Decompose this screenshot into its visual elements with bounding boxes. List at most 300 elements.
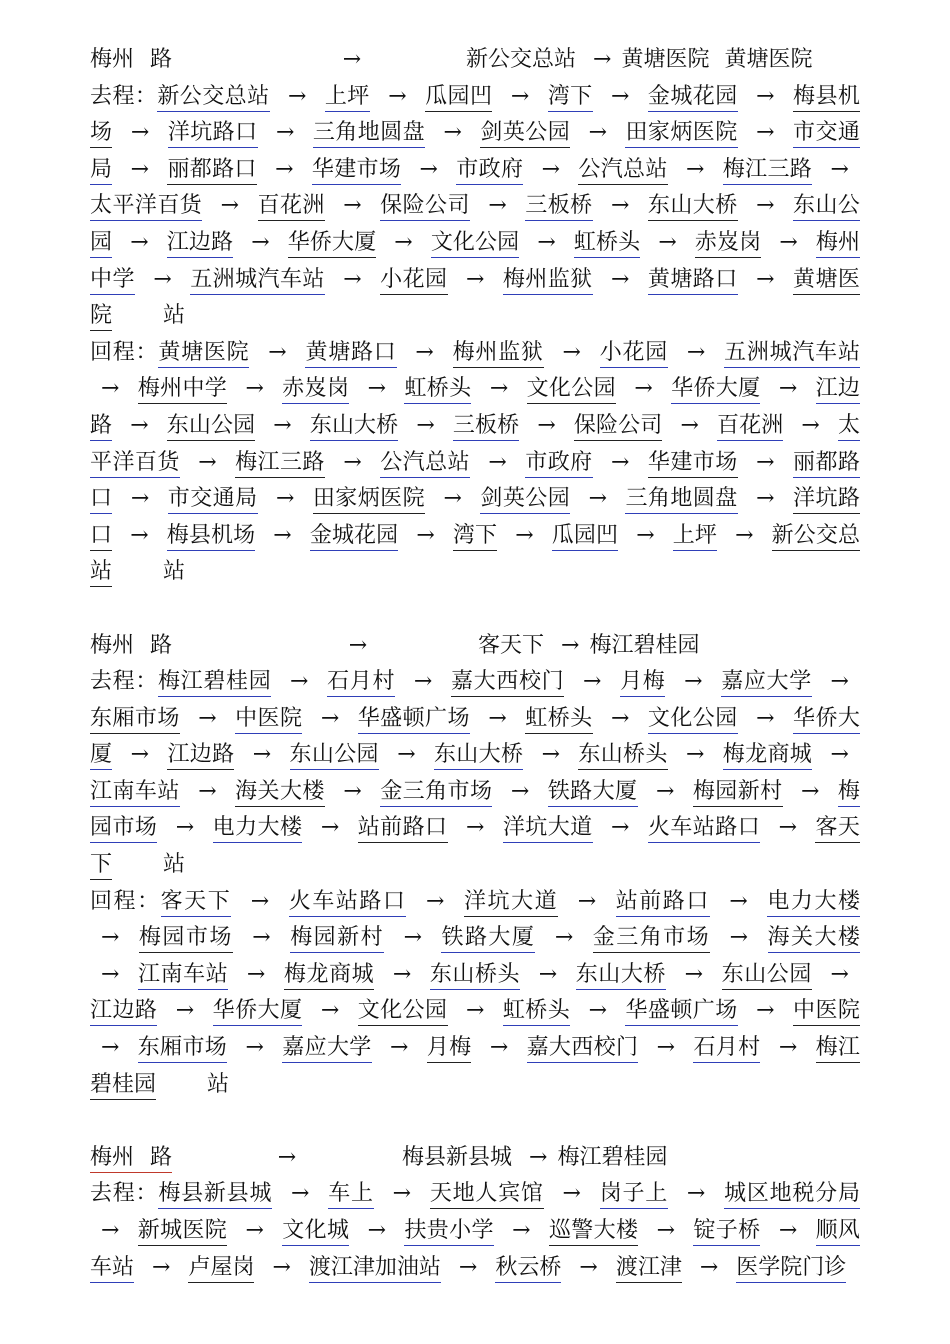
bus-stop: 文化公园 <box>648 706 738 734</box>
arrow-separator <box>275 157 293 182</box>
arrow-separator <box>466 998 484 1023</box>
header-road: 路 <box>150 1144 173 1170</box>
bus-stop: 梅园市场 <box>139 925 233 953</box>
arrow-separator <box>537 413 555 438</box>
arrow-separator <box>416 413 434 438</box>
bus-stop: 市交通局 <box>168 486 258 514</box>
arrow-separator <box>589 998 607 1023</box>
arrow-separator <box>246 376 264 401</box>
bus-stop: 梅县新县城 <box>158 1181 272 1209</box>
arrow-separator <box>101 962 119 987</box>
header-from: 梅县新县城 <box>402 1144 513 1170</box>
bus-stop: 黄塘路口 <box>305 340 396 368</box>
arrow-separator <box>830 742 848 767</box>
bus-stop: 梅江三路 <box>723 157 812 185</box>
arrow-separator <box>611 706 629 731</box>
arrow-separator <box>657 1218 675 1243</box>
arrow-separator <box>563 1181 581 1206</box>
arrow-separator <box>756 193 774 218</box>
arrow-separator <box>153 267 171 292</box>
header-arrow: → <box>348 632 368 658</box>
bus-stop: 华侨大厦 <box>671 376 760 404</box>
arrow-separator <box>343 193 361 218</box>
bus-stop: 金城花园 <box>310 523 398 551</box>
arrow-separator <box>801 413 819 438</box>
arrow-separator <box>246 1218 264 1243</box>
arrow-separator <box>634 376 652 401</box>
outbound-route <box>90 1176 860 1286</box>
route-end-marker: 站 <box>163 559 186 585</box>
bus-stop: 嘉应大学 <box>721 669 812 697</box>
bus-stop: 赤岌岗 <box>282 376 349 404</box>
bus-stop: 东山桥头 <box>430 962 520 990</box>
arrow-separator <box>537 230 555 255</box>
arrow-separator <box>686 742 704 767</box>
arrow-separator <box>198 450 216 475</box>
arrow-separator <box>466 815 484 840</box>
arrow-separator <box>680 413 698 438</box>
arrow-separator <box>251 230 269 255</box>
arrow-separator <box>131 157 149 182</box>
bus-stop: 东山公园 <box>90 193 860 258</box>
arrow-separator <box>756 84 774 109</box>
arrow-separator <box>539 962 557 987</box>
bus-stop: 嘉应大学 <box>282 1035 371 1063</box>
bus-stop: 海关大楼 <box>235 779 325 807</box>
bus-stop: 百花洲 <box>717 413 783 441</box>
bus-stop: 嘉大西校门 <box>451 669 564 697</box>
return-route <box>90 335 860 591</box>
bus-stop: 卢屋岗 <box>188 1255 254 1283</box>
header-title-underlined <box>90 1145 172 1173</box>
bus-stop: 洋坑大道 <box>503 815 593 843</box>
bus-stop: 五洲城汽车站 <box>190 267 325 295</box>
bus-stop: 小花园 <box>380 267 447 295</box>
bus-stop: 梅县机场 <box>167 523 255 551</box>
header-arrow-2: → <box>529 1144 548 1170</box>
arrow-separator <box>512 1218 530 1243</box>
arrow-separator <box>176 815 194 840</box>
bus-stop: 梅江碧桂园 <box>90 1035 860 1100</box>
arrow-separator <box>288 84 306 109</box>
arrow-separator <box>321 706 339 731</box>
arrow-separator <box>511 779 529 804</box>
arrow-separator <box>542 742 560 767</box>
route-section-3 <box>90 1140 860 1286</box>
route-header <box>90 628 860 665</box>
bus-stop: 电力大楼 <box>767 889 860 917</box>
header-arrow: → <box>342 47 362 72</box>
bus-stop: 天地人宾馆 <box>430 1181 544 1209</box>
bus-stop: 梅园新村 <box>290 925 384 953</box>
bus-stop: 东山大桥 <box>648 193 738 221</box>
arrow-separator <box>415 340 433 365</box>
arrow-separator <box>368 1218 386 1243</box>
arrow-separator <box>611 450 629 475</box>
arrow-separator <box>343 779 361 804</box>
bus-stop: 海关大楼 <box>768 925 860 953</box>
header-city: 梅州 <box>90 632 135 658</box>
route-section-2 <box>90 628 860 1104</box>
bus-stop: 华盛顿广场 <box>625 998 737 1026</box>
outbound-label: 去程： <box>90 1181 159 1207</box>
bus-stop: 华盛顿广场 <box>358 706 470 734</box>
bus-stop: 文化公园 <box>358 998 448 1026</box>
arrow-separator <box>198 779 216 804</box>
bus-stop: 剑英公园 <box>480 486 570 514</box>
bus-stop: 东厢市场 <box>138 1035 227 1063</box>
bus-stop: 洋坑路口 <box>168 120 258 148</box>
bus-stop: 梅江碧桂园 <box>158 669 271 697</box>
arrow-separator <box>272 1255 290 1280</box>
arrow-separator <box>130 230 148 255</box>
bus-stop: 丽都路口 <box>90 450 860 515</box>
outbound-label: 去程： <box>90 669 159 695</box>
bus-stop: 站前路口 <box>358 815 448 843</box>
bus-stop: 文化公园 <box>431 230 519 258</box>
bus-stop: 东山大桥 <box>310 413 398 441</box>
bus-stop: 巡警大楼 <box>549 1218 638 1246</box>
arrow-separator <box>490 376 508 401</box>
arrow-separator <box>291 1181 309 1206</box>
arrow-separator <box>414 669 432 694</box>
arrow-separator <box>589 486 607 511</box>
bus-stop: 湾下 <box>548 84 593 112</box>
arrow-separator <box>831 669 849 694</box>
arrow-separator <box>253 742 271 767</box>
arrow-separator <box>831 962 849 987</box>
bus-stop: 梅州中学 <box>138 376 227 404</box>
arrow-separator <box>251 889 269 914</box>
arrow-separator <box>290 669 308 694</box>
arrow-separator <box>221 193 239 218</box>
bus-stop: 渡江津加油站 <box>309 1255 441 1283</box>
bus-stop: 华建市场 <box>312 157 401 185</box>
bus-stop: 电力大楼 <box>213 815 303 843</box>
bus-stop: 华侨大厦 <box>90 706 860 771</box>
bus-stop: 火车站路口 <box>289 889 407 917</box>
bus-stop: 梅园新村 <box>693 779 783 807</box>
arrow-separator <box>420 157 438 182</box>
arrow-separator <box>779 1218 797 1243</box>
bus-stop: 江南车站 <box>90 779 180 807</box>
bus-stop: 车上 <box>328 1181 374 1209</box>
bus-stop: 梅州中学 <box>90 230 860 295</box>
bus-stop: 华侨大厦 <box>213 998 303 1026</box>
bus-stop: 金三角市场 <box>380 779 492 807</box>
header-to: 梅江碧桂园 <box>557 1144 668 1170</box>
arrow-separator <box>611 815 629 840</box>
bus-stop: 梅州监狱 <box>453 340 544 368</box>
bus-stop: 梅园市场 <box>90 779 860 844</box>
arrow-separator <box>246 1035 264 1060</box>
bus-stop: 公汽总站 <box>380 450 470 478</box>
arrow-separator <box>276 486 294 511</box>
arrow-separator <box>131 486 149 511</box>
bus-stop: 梅江三路 <box>235 450 325 478</box>
bus-stop: 东山公园 <box>722 962 812 990</box>
bus-stop: 瓜园凹 <box>425 84 492 112</box>
arrow-separator <box>273 413 291 438</box>
bus-stop: 江边路 <box>167 742 234 770</box>
arrow-separator <box>101 925 119 950</box>
bus-stop: 三角地圆盘 <box>625 486 737 514</box>
arrow-separator <box>488 706 506 731</box>
bus-stop: 中医院 <box>793 998 860 1026</box>
bus-stop: 保险公司 <box>380 193 470 221</box>
arrow-separator <box>779 1035 797 1060</box>
bus-stop: 田家炳医院 <box>313 486 425 514</box>
header-to-repeat: 黄塘医院 <box>724 47 813 72</box>
arrow-separator <box>686 157 704 182</box>
route-end-marker: 站 <box>163 852 186 878</box>
arrow-separator <box>611 84 629 109</box>
bus-stop: 石月村 <box>327 669 395 697</box>
bus-stop: 铁路大厦 <box>441 925 535 953</box>
arrow-separator <box>444 120 462 145</box>
bus-stop: 虹桥头 <box>503 998 570 1026</box>
bus-stop: 渡江津 <box>616 1255 682 1283</box>
bus-stop: 梅县机场 <box>90 84 860 149</box>
arrow-separator <box>511 84 529 109</box>
bus-stop: 新公交总站 <box>90 523 860 588</box>
arrow-separator <box>459 1255 477 1280</box>
bus-stop: 百花洲 <box>258 193 325 221</box>
bus-stop: 文化城 <box>282 1218 349 1246</box>
outbound-route <box>90 664 860 884</box>
header-road: 路 <box>150 47 173 72</box>
arrow-separator <box>390 1035 408 1060</box>
arrow-separator <box>611 267 629 292</box>
arrow-separator <box>388 84 406 109</box>
arrow-separator <box>321 815 339 840</box>
arrow-separator <box>729 889 747 914</box>
arrow-separator <box>343 267 361 292</box>
bus-stop: 中医院 <box>235 706 302 734</box>
bus-stop: 黄塘医院 <box>158 340 249 368</box>
arrow-separator <box>343 450 361 475</box>
arrow-separator <box>466 267 484 292</box>
arrow-separator <box>515 523 533 548</box>
arrow-separator <box>131 120 149 145</box>
bus-stop: 江南车站 <box>138 962 228 990</box>
arrow-separator <box>131 742 149 767</box>
bus-stop: 顺风车站 <box>90 1218 860 1283</box>
return-label: 回程： <box>90 888 161 914</box>
bus-stop: 月梅 <box>620 669 665 697</box>
return-route <box>90 884 860 1104</box>
arrow-separator <box>589 120 607 145</box>
bus-stop: 虹桥头 <box>574 230 640 258</box>
bus-stop: 太平洋百货 <box>90 193 202 221</box>
arrow-separator <box>176 998 194 1023</box>
arrow-separator <box>368 376 386 401</box>
arrow-separator <box>563 340 581 365</box>
bus-stop: 文化公园 <box>527 376 616 404</box>
bus-stop: 医学院门诊 <box>736 1255 846 1283</box>
bus-stop: 华侨大厦 <box>288 230 376 258</box>
bus-stop: 华建市场 <box>648 450 738 478</box>
arrow-separator <box>583 669 601 694</box>
arrow-separator <box>268 340 286 365</box>
bus-stop: 梅州监狱 <box>503 267 593 295</box>
bus-stop: 东山公园 <box>167 413 255 441</box>
bus-stop: 公汽总站 <box>578 157 667 185</box>
arrow-separator <box>611 193 629 218</box>
bus-stop: 石月村 <box>693 1035 760 1063</box>
arrow-separator <box>393 1181 411 1206</box>
header-city: 梅州 <box>90 1144 135 1170</box>
bus-stop: 赤岌岗 <box>695 230 761 258</box>
bus-stop: 保险公司 <box>574 413 662 441</box>
arrow-separator <box>801 779 819 804</box>
arrow-separator <box>756 486 774 511</box>
bus-stop: 市交通局 <box>90 120 860 185</box>
bus-stop: 客天下 <box>161 889 232 917</box>
bus-stop: 金城花园 <box>648 84 738 112</box>
bus-stop: 新公交总站 <box>157 84 269 112</box>
route-header <box>90 42 860 79</box>
route-section-1 <box>90 42 860 591</box>
arrow-separator <box>656 779 674 804</box>
arrow-separator <box>252 925 270 950</box>
header-from: 客天下 <box>478 632 545 658</box>
bus-stop: 梅龙商城 <box>723 742 812 770</box>
bus-stop: 扶贵小学 <box>404 1218 493 1246</box>
bus-stop: 站前路口 <box>616 889 710 917</box>
outbound-label: 去程： <box>90 83 158 109</box>
header-arrow-2: → <box>593 47 612 72</box>
bus-stop: 洋坑大道 <box>464 889 558 917</box>
bus-stop: 金三角市场 <box>593 925 710 953</box>
header-arrow-2: → <box>561 632 580 658</box>
bus-stop: 田家炳医院 <box>625 120 737 148</box>
bus-stop: 新城医院 <box>138 1218 227 1246</box>
bus-stop: 东山大桥 <box>576 962 666 990</box>
arrow-separator <box>756 450 774 475</box>
bus-stop: 江边路 <box>167 230 233 258</box>
arrow-separator <box>276 120 294 145</box>
bus-stop: 月梅 <box>427 1035 472 1063</box>
arrow-separator <box>779 815 797 840</box>
bus-stop: 铁路大厦 <box>548 779 638 807</box>
arrow-separator <box>247 962 265 987</box>
arrow-separator <box>756 120 774 145</box>
arrow-separator <box>394 230 412 255</box>
bus-stop: 五洲城汽车站 <box>724 340 860 368</box>
arrow-separator <box>416 523 434 548</box>
bus-stop: 梅龙商城 <box>284 962 374 990</box>
bus-stop: 上坪 <box>325 84 370 112</box>
bus-stop: 锭子桥 <box>693 1218 760 1246</box>
arrow-separator <box>636 523 654 548</box>
bus-stop: 黄塘路口 <box>648 267 738 295</box>
arrow-separator <box>101 1035 119 1060</box>
bus-stop: 客天下 <box>90 815 860 880</box>
bus-stop: 市政府 <box>525 450 592 478</box>
arrow-separator <box>404 925 422 950</box>
bus-stop: 东山大桥 <box>434 742 523 770</box>
bus-stop: 火车站路口 <box>648 815 760 843</box>
arrow-separator <box>684 669 702 694</box>
arrow-separator <box>700 1255 718 1280</box>
arrow-separator <box>130 523 148 548</box>
header-to: 黄塘医院 <box>621 47 710 72</box>
arrow-separator <box>444 486 462 511</box>
arrow-separator <box>393 962 411 987</box>
bus-stop: 秋云桥 <box>495 1255 561 1283</box>
arrow-separator <box>830 157 848 182</box>
arrow-separator <box>273 523 291 548</box>
route-end-marker: 站 <box>207 1071 230 1097</box>
arrow-separator <box>490 1035 508 1060</box>
arrow-separator <box>321 998 339 1023</box>
bus-stop: 城区地税分局 <box>724 1181 860 1209</box>
arrow-separator <box>578 889 596 914</box>
arrow-separator <box>488 450 506 475</box>
route-header <box>90 1140 860 1177</box>
bus-stop: 湾下 <box>453 523 497 551</box>
bus-stop: 东山桥头 <box>578 742 667 770</box>
bus-stop: 上坪 <box>673 523 717 551</box>
header-from: 新公交总站 <box>466 47 577 72</box>
arrow-separator <box>730 925 748 950</box>
bus-stop: 虹桥头 <box>525 706 592 734</box>
arrow-separator <box>397 742 415 767</box>
arrow-separator <box>488 193 506 218</box>
header-to: 梅江碧桂园 <box>589 632 700 658</box>
bus-stop: 剑英公园 <box>480 120 570 148</box>
bus-stop: 虹桥头 <box>404 376 471 404</box>
arrow-separator <box>101 1218 119 1243</box>
arrow-separator <box>756 267 774 292</box>
arrow-separator <box>152 1255 170 1280</box>
bus-stop: 岗子上 <box>600 1181 668 1209</box>
bus-stop: 三板桥 <box>525 193 592 221</box>
arrow-separator <box>756 706 774 731</box>
route-end-marker: 站 <box>163 303 186 329</box>
arrow-separator <box>657 1035 675 1060</box>
bus-stop: 瓜园凹 <box>552 523 618 551</box>
arrow-separator <box>779 230 797 255</box>
arrow-separator <box>756 998 774 1023</box>
bus-stop: 江边路 <box>90 998 157 1026</box>
arrow-separator <box>101 376 119 401</box>
return-label: 回程： <box>90 339 159 365</box>
arrow-separator <box>542 157 560 182</box>
bus-stop: 丽都路口 <box>167 157 256 185</box>
document-body <box>90 42 860 1323</box>
arrow-separator <box>735 523 753 548</box>
bus-stop: 太平洋百货 <box>90 413 860 478</box>
arrow-separator <box>685 962 703 987</box>
arrow-separator <box>687 340 705 365</box>
bus-stop: 洋坑路口 <box>90 486 860 551</box>
arrow-separator <box>555 925 573 950</box>
arrow-separator <box>426 889 444 914</box>
arrow-separator <box>130 413 148 438</box>
bus-stop: 市政府 <box>456 157 523 185</box>
bus-stop: 三板桥 <box>453 413 519 441</box>
bus-stop: 江边路 <box>90 376 860 441</box>
arrow-separator <box>198 706 216 731</box>
bus-stop: 小花园 <box>600 340 668 368</box>
arrow-separator <box>579 1255 597 1280</box>
arrow-separator <box>687 1181 705 1206</box>
header-road: 路 <box>150 632 173 658</box>
bus-stop: 东厢市场 <box>90 706 180 734</box>
outbound-route <box>90 79 860 335</box>
